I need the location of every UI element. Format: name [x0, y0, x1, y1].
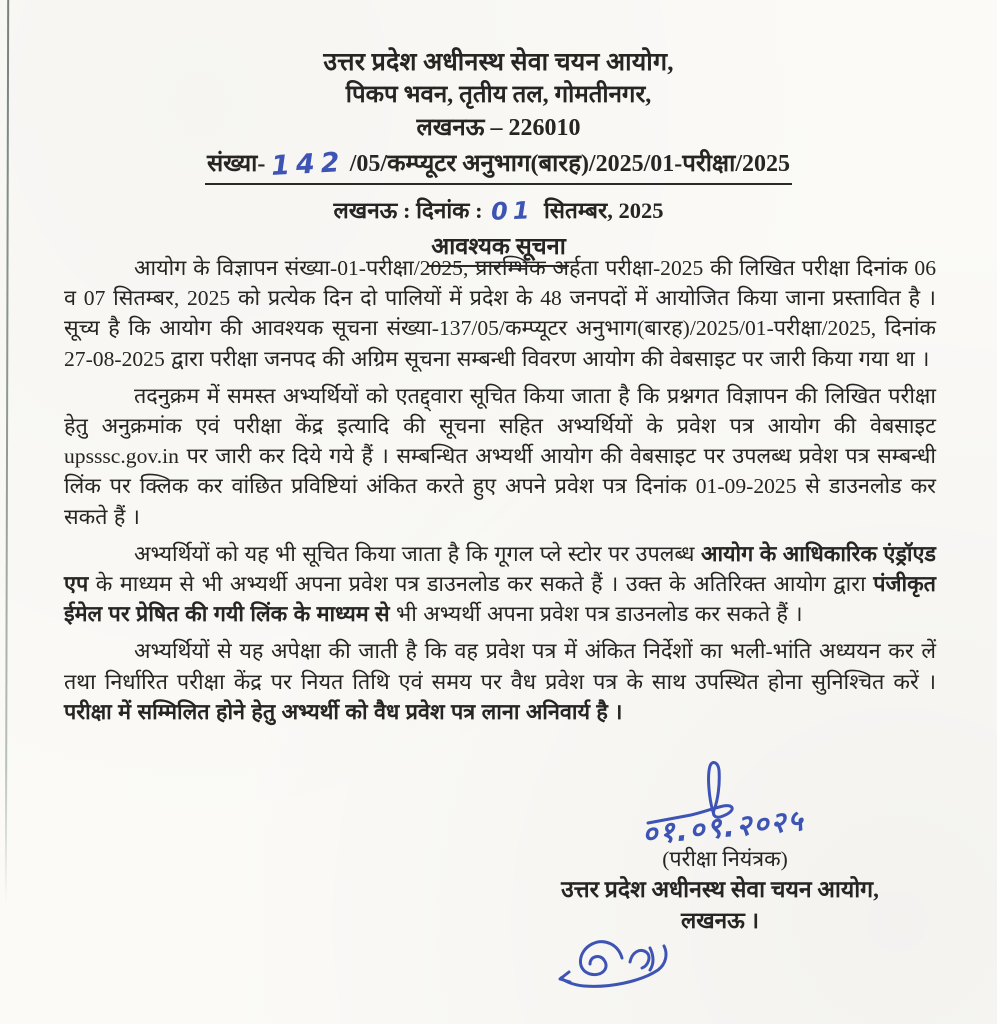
- reference-row: [0, 144, 997, 185]
- notice-paragraph-1: आयोग के विज्ञापन संख्या-01-परीक्षा/2025, प्रारम्भिक अर्हता परीक्षा-2025 की लिखित परीक्षा दिनांक 06 व 07 सितम्बर, 2025 को प्रत्येक दिन दो पालियों में प्रदेश के 48 जनपदों में आयोजित किया जाना प्रस्तावित है । सूच्य है कि आयोग की आवश्यक सूचना संख्या-137/05/कम्प्यूटर अनुभाग(बारह)/2025/01-परीक्षा/2025, दिनांक 27-08-2025 द्वारा परीक्षा जनपद की अग्रिम सूचना सम्बन्धी विवरण आयोग की वेबसाइट पर जारी किया गया था ।: [64, 256, 936, 371]
- notice-paragraph-2: तदनुक्रम में समस्त अभ्यर्थियों को एतद्द्वारा सूचित किया जाता है कि प्रश्नगत विज्ञापन की लिखित परीक्षा हेतु अनुक्रमांक एवं परीक्षा केंद्र इत्यादि की सूचना सहित अभ्यर्थियों के प्रवेश पत्र आयोग की वेबसाइट upsssc.gov.in पर जारी कर दिये गये हैं । सम्बन्धित अभ्यर्थी आयोग की वेबसाइट पर उपलब्ध प्रवेश पत्र सम्बन्धी लिंक पर क्लिक कर वांछित प्रविष्टियां अंकित करते हुए अपने प्रवेश पत्र दिनांक 01-09-2025 से डाउनलोड कर सकते हैं ।: [64, 383, 936, 529]
- reference-label: संख्या-: [206, 151, 266, 177]
- reference-line: [205, 149, 792, 185]
- reference-number-handwritten: 142: [270, 147, 347, 182]
- org-address: पिकप भवन, तृतीय तल, गोमतीनगर,: [345, 82, 652, 108]
- org-name: उत्तर प्रदेश अधीनस्थ सेवा चयन आयोग,: [323, 49, 674, 76]
- notice-paragraph-4: अभ्यर्थियों से यह अपेक्षा की जाती है कि वह प्रवेश पत्र में अंकित निर्देशों का भली-भांति अध्ययन कर लें तथा निर्धारित परीक्षा केंद्र पर नियत तिथि एवं समय पर वैध प्रवेश पत्र के साथ उपस्थित होना सुनिश्चित करें । परीक्षा में सम्मिलित होने हेतु अभ्यर्थी को वैध प्रवेश पत्र लाना अनिवार्य है ।: [64, 639, 936, 724]
- org-city-pin: लखनऊ – 226010: [416, 115, 581, 141]
- signature-date-handwritten: ०१.०९.२०२५: [640, 802, 806, 852]
- notice-body: [64, 253, 936, 734]
- notice-title: आवश्यक सूचना: [428, 229, 569, 267]
- notice-paragraph-3: अभ्यर्थियों को यह भी सूचित किया जाता है कि गूगल प्ले स्टोर पर उपलब्ध आयोग के आधिकारिक एंड्रॉएड एप के माध्यम से भी अभ्यर्थी अपना प्रवेश पत्र डाउनलोड कर सकते हैं । उक्त के अतिरिक्त आयोग द्वारा पंजीकृत ईमेल पर प्रेषित की गयी लिंक के माध्यम से भी अभ्यर्थी अपना प्रवेश पत्र डाउनलोड कर सकते हैं ।: [64, 541, 936, 627]
- letterhead: [0, 46, 997, 267]
- signature-org-line: उत्तर प्रदेश अधीनस्थ सेवा चयन आयोग,: [561, 877, 879, 902]
- bottom-signature-scribble: [552, 928, 712, 1013]
- date-rest: सितम्बर, 2025: [543, 198, 664, 223]
- signature-place-line: लखनऊ ।: [681, 908, 759, 933]
- place-date-prefix: लखनऊ : दिनांक :: [333, 198, 483, 223]
- place-date-line: [0, 195, 997, 226]
- signatory-designation: (परीक्षा नियंत्रक): [662, 847, 788, 871]
- reference-rest: /05/कम्प्यूटर अनुभाग(बारह)/2025/01-परीक्षा/2025: [349, 151, 791, 177]
- date-day-handwritten: 01: [490, 196, 535, 226]
